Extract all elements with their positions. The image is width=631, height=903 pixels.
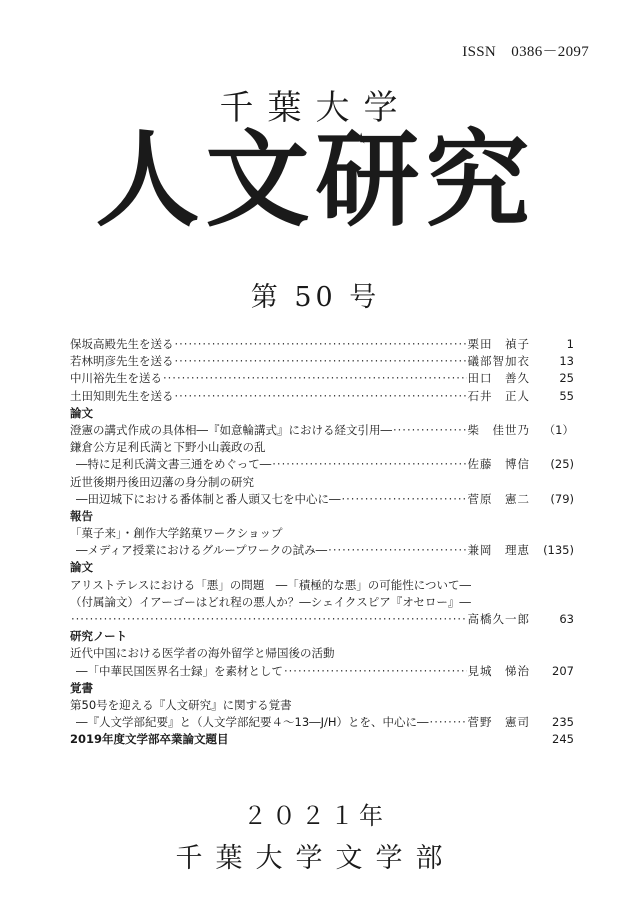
toc-leader-dots (393, 423, 467, 437)
toc-entry-page: （1） (543, 422, 574, 437)
toc-entry (70, 611, 574, 628)
toc-section-heading: 論文 (70, 405, 93, 420)
university-name: 千葉大学 (219, 88, 412, 128)
toc-section-heading: 覚書 (70, 680, 93, 695)
toc-entry (70, 422, 574, 439)
toc-leader-dots (175, 389, 467, 403)
toc-entry-page: 245 (552, 732, 574, 747)
toc-entry-page: 207 (552, 663, 574, 678)
toc-entry-title: ―特に足利氏満文書三通をめぐって― (76, 457, 272, 472)
toc-entry-title-line: （付属論文）イアーゴーはどれ程の悪人か？―シェイクスピア『オセロー』― (70, 594, 471, 609)
toc-entry-title-line: 「菓子来」・創作大学銘菓ワークショップ (70, 526, 283, 541)
toc-entry-page: 13 (559, 354, 574, 369)
issn-number: ISSN 0386－2097 (462, 44, 589, 60)
toc-entry (70, 491, 574, 508)
toc-entry-title: ―「中華民国医界名士録」を素材として (76, 663, 283, 678)
toc-leader-dots (342, 492, 467, 506)
toc-entry-author: 佐藤 博信 (467, 457, 530, 472)
toc-entry-title: 2019年度文学部卒業論文題目 (70, 732, 229, 747)
toc-entry (70, 370, 574, 387)
toc-leader-dots (175, 337, 467, 351)
journal-title: 人文研究 (95, 118, 536, 241)
toc-entry-author: 兼岡 理恵 (467, 543, 530, 558)
toc-entry-title: ―『人文学部紀要』と（人文学部紀要４～13―J/H）とを、中心に― (76, 715, 429, 730)
toc-entry (70, 353, 574, 370)
toc-leader-dots (272, 457, 466, 471)
table-of-contents (70, 336, 574, 749)
toc-entry-page: (79) (550, 491, 574, 506)
toc-entry-title: 澄憲の講式作成の具体相―『如意輪講式』における経文引用― (70, 422, 392, 437)
toc-entry-title: 土田知則先生を送る (70, 388, 174, 403)
toc-entry-author: 栗田 禎子 (467, 337, 530, 351)
toc-entry-title: 若林明彦先生を送る (70, 354, 174, 369)
toc-section-heading: 論文 (70, 560, 93, 575)
toc-entry-page: (25) (550, 457, 574, 472)
toc-leader-dots (71, 612, 467, 626)
toc-leader-dots (163, 371, 467, 385)
toc-leader-dots (328, 543, 466, 557)
toc-entry-author: 見城 悌治 (467, 663, 530, 678)
toc-leader-dots (284, 664, 467, 678)
toc-entry-title-line: 鎌倉公方足利氏満と下野小山義政の乱 (70, 440, 266, 455)
toc-entry (70, 663, 574, 680)
toc-entry (70, 336, 574, 353)
toc-entry-page: (135) (543, 543, 574, 558)
toc-entry-author: 高橋久一郎 (467, 612, 530, 626)
toc-entry (70, 388, 574, 405)
toc-entry-title-line: 近世後期丹後田辺藩の身分制の研究 (70, 474, 254, 489)
toc-entry-title: ―メディア授業におけるグループワークの試み― (76, 543, 328, 558)
toc-section-heading: 報告 (70, 508, 93, 523)
toc-entry-title: 保坂高殿先生を送る (70, 337, 174, 351)
toc-entry-author: 菅原 憲二 (467, 491, 530, 506)
toc-entry-page: 1 (566, 337, 574, 351)
publisher-name: 千葉大学文学部 (175, 843, 456, 874)
toc-entry-title-line: 近代中国における医学者の海外留学と帰国後の活動 (70, 646, 335, 661)
toc-entry-page: 235 (552, 715, 574, 730)
toc-entry-page: 63 (559, 612, 574, 626)
toc-entry (70, 731, 574, 748)
toc-entry-title: ―田辺城下における番体制と番人頭又七を中心に― (76, 491, 341, 506)
toc-entry-author: 菅野 憲司 (467, 715, 530, 730)
toc-entry-title-line: アリストテレスにおける「悪」の問題 ―「積極的な悪」の可能性について― (70, 577, 472, 592)
toc-section-heading: 研究ノート (70, 629, 128, 644)
toc-leader-dots (175, 354, 467, 368)
toc-entry (70, 542, 574, 559)
issue-number: 第 50 号 (250, 282, 381, 313)
toc-entry-page: 55 (559, 388, 574, 403)
publication-year: ２０２１年 (243, 802, 388, 830)
toc-entry-title-line: 第50号を迎える『人文研究』に関する覚書 (70, 697, 292, 712)
toc-entry-title: 中川裕先生を送る (70, 371, 162, 386)
toc-entry (70, 456, 574, 473)
toc-entry-author: 田口 善久 (467, 371, 530, 386)
toc-entry-page: 25 (559, 371, 574, 386)
toc-leader-dots (430, 715, 467, 729)
toc-entry-author: 柴 佳世乃 (467, 422, 530, 437)
toc-entry (70, 714, 574, 731)
toc-entry-author: 礒部智加衣 (467, 354, 530, 369)
toc-entry-author: 石井 正人 (467, 388, 530, 403)
